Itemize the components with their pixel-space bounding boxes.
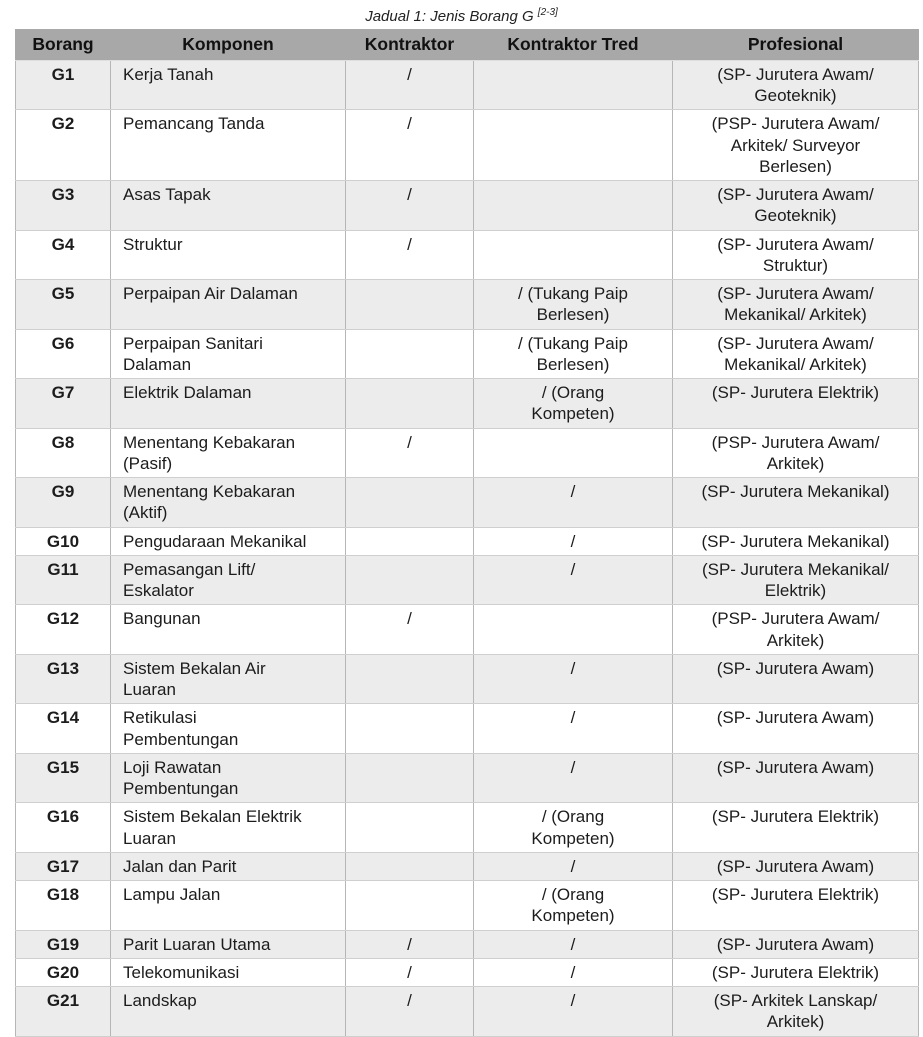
cell-profesional: (SP- Jurutera Elektrik) [673, 958, 919, 986]
cell-profesional: (SP- Jurutera Mekanikal) [673, 478, 919, 528]
cell-kontraktor: / [346, 958, 474, 986]
table-row-g16 [16, 803, 919, 853]
cell-komponen: Struktur [111, 230, 346, 280]
cell-borang: G19 [16, 930, 111, 958]
table-row-g14 [16, 704, 919, 754]
cell-kontraktor: / [346, 930, 474, 958]
cell-borang: G10 [16, 527, 111, 555]
cell-kontraktor-tred: / (Orang Kompeten) [474, 379, 673, 429]
cell-komponen: Asas Tapak [111, 181, 346, 231]
cell-profesional: (PSP- Jurutera Awam/ Arkitek) [673, 428, 919, 478]
table-row-g15 [16, 753, 919, 803]
cell-kontraktor-tred: / (Orang Kompeten) [474, 881, 673, 931]
cell-kontraktor-tred: / [474, 654, 673, 704]
table-row-g13 [16, 654, 919, 704]
cell-profesional: (SP- Jurutera Awam/ Geoteknik) [673, 60, 919, 110]
cell-komponen: Menentang Kebakaran (Pasif) [111, 428, 346, 478]
table-row-g6 [16, 329, 919, 379]
table-body [16, 60, 919, 1036]
cell-kontraktor [346, 654, 474, 704]
cell-profesional: (SP- Jurutera Elektrik) [673, 803, 919, 853]
cell-kontraktor-tred [474, 181, 673, 231]
table-row-g9 [16, 478, 919, 528]
cell-kontraktor-tred: / [474, 987, 673, 1037]
cell-kontraktor-tred [474, 230, 673, 280]
cell-komponen: Kerja Tanah [111, 60, 346, 110]
cell-kontraktor-tred: / [474, 930, 673, 958]
cell-kontraktor [346, 379, 474, 429]
table-row-g21 [16, 987, 919, 1037]
cell-komponen: Lampu Jalan [111, 881, 346, 931]
cell-komponen: Parit Luaran Utama [111, 930, 346, 958]
table-row-g1 [16, 60, 919, 110]
cell-kontraktor-tred [474, 110, 673, 181]
cell-komponen: Sistem Bekalan Elektrik Luaran [111, 803, 346, 853]
cell-borang: G7 [16, 379, 111, 429]
cell-borang: G18 [16, 881, 111, 931]
cell-kontraktor: / [346, 987, 474, 1037]
table-row-g12 [16, 605, 919, 655]
cell-borang: G6 [16, 329, 111, 379]
cell-kontraktor-tred: / [474, 527, 673, 555]
cell-komponen: Perpaipan Sanitari Dalaman [111, 329, 346, 379]
cell-profesional: (SP- Jurutera Awam) [673, 704, 919, 754]
cell-komponen: Telekomunikasi [111, 958, 346, 986]
cell-komponen: Perpaipan Air Dalaman [111, 280, 346, 330]
cell-komponen: Elektrik Dalaman [111, 379, 346, 429]
column-header-profesional: Profesional [673, 30, 919, 61]
cell-borang: G5 [16, 280, 111, 330]
cell-profesional: (SP- Jurutera Awam) [673, 753, 919, 803]
cell-kontraktor [346, 704, 474, 754]
cell-profesional: (SP- Jurutera Awam/ Geoteknik) [673, 181, 919, 231]
table-row-g2 [16, 110, 919, 181]
cell-kontraktor-tred [474, 428, 673, 478]
cell-komponen: Pemasangan Lift/ Eskalator [111, 555, 346, 605]
table-caption-text: Jadual 1: Jenis Borang G [365, 8, 534, 25]
cell-kontraktor-tred: / [474, 753, 673, 803]
cell-profesional: (SP- Jurutera Awam/ Struktur) [673, 230, 919, 280]
table-row-g11 [16, 555, 919, 605]
cell-komponen: Jalan dan Parit [111, 852, 346, 880]
cell-borang: G9 [16, 478, 111, 528]
cell-borang: G16 [16, 803, 111, 853]
table-row-g4 [16, 230, 919, 280]
cell-kontraktor: / [346, 605, 474, 655]
cell-kontraktor [346, 852, 474, 880]
cell-profesional: (SP- Jurutera Mekanikal/ Elektrik) [673, 555, 919, 605]
header-row [16, 30, 919, 61]
cell-borang: G13 [16, 654, 111, 704]
cell-kontraktor [346, 881, 474, 931]
cell-kontraktor [346, 280, 474, 330]
cell-borang: G4 [16, 230, 111, 280]
cell-kontraktor-tred: / [474, 478, 673, 528]
cell-kontraktor [346, 753, 474, 803]
cell-profesional: (SP- Arkitek Lanskap/ Arkitek) [673, 987, 919, 1037]
cell-profesional: (SP- Jurutera Awam/ Mekanikal/ Arkitek) [673, 329, 919, 379]
table-row-g3 [16, 181, 919, 231]
table-row-g19 [16, 930, 919, 958]
cell-borang: G3 [16, 181, 111, 231]
table-caption [0, 0, 923, 29]
cell-kontraktor-tred: / [474, 555, 673, 605]
cell-komponen: Pengudaraan Mekanikal [111, 527, 346, 555]
cell-kontraktor: / [346, 428, 474, 478]
cell-kontraktor: / [346, 181, 474, 231]
table-row-g7 [16, 379, 919, 429]
column-header-komponen: Komponen [111, 30, 346, 61]
table-row-g10 [16, 527, 919, 555]
cell-borang: G8 [16, 428, 111, 478]
cell-komponen: Landskap [111, 987, 346, 1037]
table-caption-superscript: [2-3] [537, 7, 558, 18]
cell-kontraktor: / [346, 230, 474, 280]
column-header-kontraktor-tred: Kontraktor Tred [474, 30, 673, 61]
cell-kontraktor [346, 555, 474, 605]
cell-profesional: (SP- Jurutera Mekanikal) [673, 527, 919, 555]
cell-kontraktor-tred: / (Tukang Paip Berlesen) [474, 280, 673, 330]
cell-kontraktor-tred: / [474, 704, 673, 754]
cell-profesional: (SP- Jurutera Awam) [673, 930, 919, 958]
table-row-g17 [16, 852, 919, 880]
cell-profesional: (PSP- Jurutera Awam/ Arkitek/ Surveyor Berlesen) [673, 110, 919, 181]
cell-komponen: Loji Rawatan Pembentungan [111, 753, 346, 803]
column-header-borang: Borang [16, 30, 111, 61]
cell-borang: G1 [16, 60, 111, 110]
table-row-g18 [16, 881, 919, 931]
cell-komponen: Pemancang Tanda [111, 110, 346, 181]
cell-kontraktor: / [346, 60, 474, 110]
cell-kontraktor-tred [474, 605, 673, 655]
cell-borang: G20 [16, 958, 111, 986]
table-row-g8 [16, 428, 919, 478]
cell-kontraktor [346, 478, 474, 528]
cell-komponen: Sistem Bekalan Air Luaran [111, 654, 346, 704]
cell-borang: G2 [16, 110, 111, 181]
column-header-kontraktor: Kontraktor [346, 30, 474, 61]
cell-kontraktor-tred: / [474, 852, 673, 880]
table-row-g20 [16, 958, 919, 986]
cell-kontraktor: / [346, 110, 474, 181]
cell-borang: G21 [16, 987, 111, 1037]
cell-kontraktor-tred: / [474, 958, 673, 986]
cell-borang: G12 [16, 605, 111, 655]
cell-profesional: (SP- Jurutera Awam) [673, 852, 919, 880]
cell-kontraktor-tred: / (Tukang Paip Berlesen) [474, 329, 673, 379]
cell-profesional: (SP- Jurutera Elektrik) [673, 379, 919, 429]
cell-profesional: (SP- Jurutera Awam) [673, 654, 919, 704]
cell-borang: G15 [16, 753, 111, 803]
cell-kontraktor-tred: / (Orang Kompeten) [474, 803, 673, 853]
cell-profesional: (PSP- Jurutera Awam/ Arkitek) [673, 605, 919, 655]
cell-komponen: Retikulasi Pembentungan [111, 704, 346, 754]
cell-borang: G11 [16, 555, 111, 605]
cell-borang: G17 [16, 852, 111, 880]
cell-kontraktor [346, 527, 474, 555]
cell-profesional: (SP- Jurutera Awam/ Mekanikal/ Arkitek) [673, 280, 919, 330]
cell-borang: G14 [16, 704, 111, 754]
cell-komponen: Menentang Kebakaran (Aktif) [111, 478, 346, 528]
borang-g-table [15, 29, 919, 1037]
cell-kontraktor [346, 803, 474, 853]
cell-profesional: (SP- Jurutera Elektrik) [673, 881, 919, 931]
cell-komponen: Bangunan [111, 605, 346, 655]
table-row-g5 [16, 280, 919, 330]
cell-kontraktor-tred [474, 60, 673, 110]
cell-kontraktor [346, 329, 474, 379]
